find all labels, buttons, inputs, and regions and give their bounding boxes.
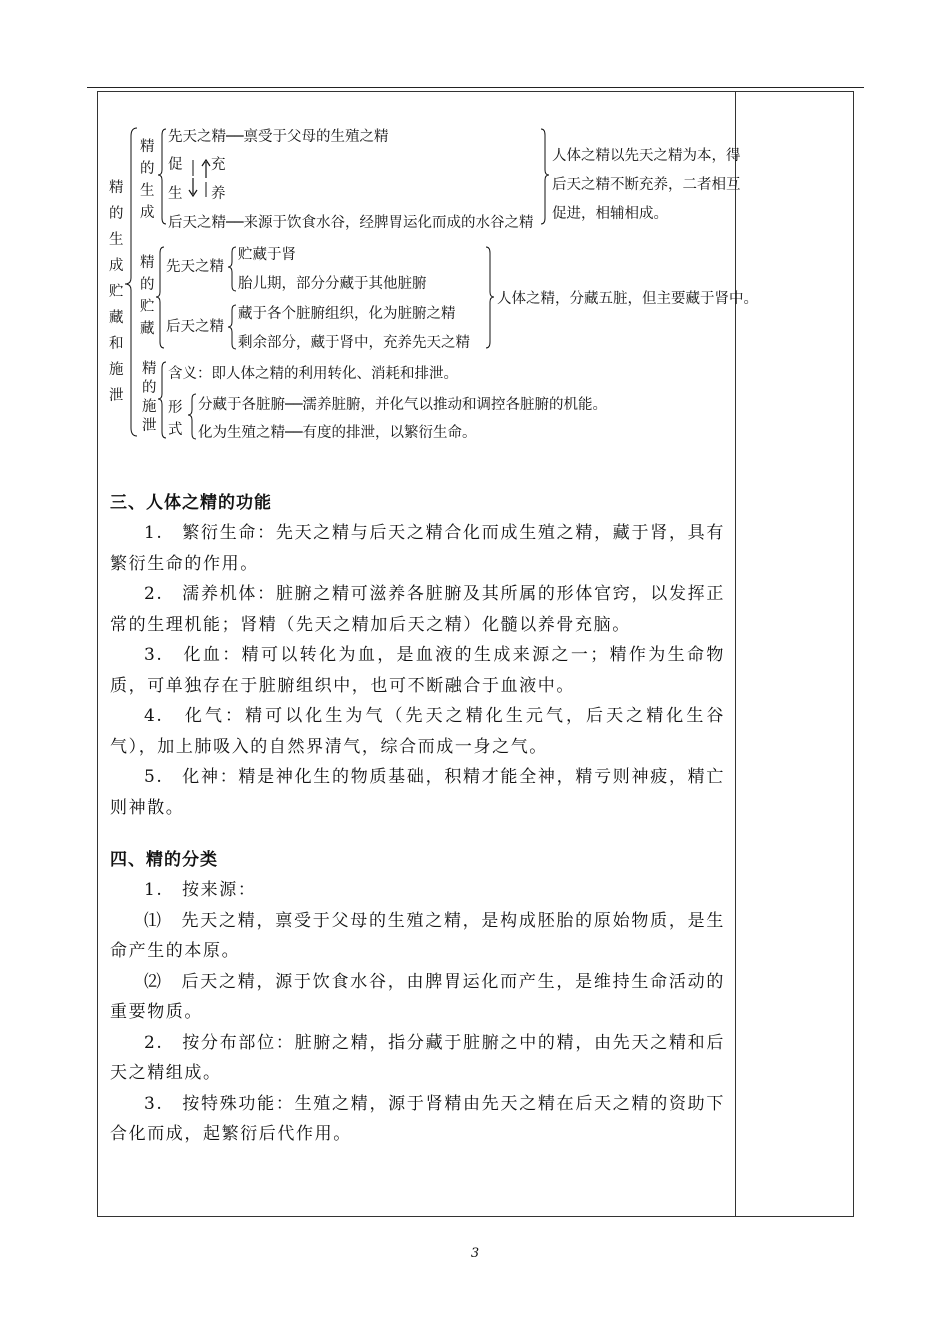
section3-para-4: 4. 化气：精可以化生为气（先天之精化生元气，后天之精化生谷气），加上肺吸入的自然界清气，综合而成一身之气。: [110, 706, 725, 757]
discharge-meaning: 含义：即人体之精的利用转化、消耗和排泄。: [168, 366, 458, 382]
storage-brace: [156, 247, 164, 348]
storage-xiantian-item-2: 胎儿期，部分分藏于其他脏腑: [238, 276, 427, 292]
discharge-form-label: 形式: [168, 400, 183, 438]
storage-xiantian-item-1: 贮藏于肾: [238, 247, 296, 263]
section4-para-5: 3. 按特殊功能：生殖之精，源于肾精由先天之精在后天之精的资助下合化而成，起繁衍后代作用。: [110, 1093, 725, 1144]
section4-heading: 四、精的分类: [110, 850, 218, 870]
storage-note: 人体之精，分藏五脏，但主要藏于肾中。: [497, 291, 758, 307]
generation-chong: 充: [211, 157, 226, 173]
section-gap: [110, 823, 725, 845]
generation-note-line-2: 后天之精不断充养，二者相互: [552, 177, 741, 193]
generation-xiantian: 先天之精──禀受于父母的生殖之精: [168, 129, 389, 145]
section3-para-5: 5. 化神：精是神化生的物质基础，积精才能全神，精亏则神疲，精亡则神散。: [110, 767, 725, 818]
section4-para-2: ⑴ 先天之精，禀受于父母的生殖之精，是构成胚胎的原始物质，是生命产生的本原。: [110, 910, 725, 961]
storage-note-brace: [486, 247, 494, 348]
storage-xiantian-brace: [228, 247, 236, 291]
arrow-up-icon: [202, 160, 210, 178]
generation-note-line-1: 人体之精以先天之精为本，得: [552, 148, 741, 164]
discharge-label: 精的施泄: [142, 361, 157, 434]
generation-yang: 养: [211, 186, 226, 202]
storage-houtian-item-1: 藏于各个脏腑组织，化为脏腑之精: [238, 306, 456, 322]
discharge-form-item-1: 分藏于各脏腑──濡养脏腑，并化气以推动和调控各脏腑的机能。: [198, 397, 607, 413]
body-text: [110, 488, 725, 1150]
section3-para-1: 1. 繁衍生命：先天之精与后天之精合化而成生殖之精，藏于肾，具有繁衍生命的作用。: [110, 523, 725, 574]
discharge-form-item-2: 化为生殖之精──有度的排泄，以繁衍生命。: [198, 425, 477, 441]
section3-para-2: 2. 濡养机体：脏腑之精可滋养各脏腑及其所属的形体官窍，以发挥正常的生理机能；肾精（先天之精加后天之精）化髓以养骨充脑。: [110, 584, 725, 635]
generation-note-line-3: 促进，相辅相成。: [552, 206, 668, 222]
generation-label: 精的生成: [140, 139, 155, 221]
page-number: 3: [470, 1246, 480, 1261]
arrow-down-icon: [189, 178, 197, 196]
section3-para-3: 3. 化血：精可以转化为血，是血液的生成来源之一；精作为生命物质，可单独存在于脏腑组织中，也可不断融合于血液中。: [110, 645, 725, 696]
storage-houtian-item-2: 剩余部分，藏于肾中，充养先天之精: [238, 335, 470, 351]
generation-brace: [158, 129, 166, 224]
section3-heading: 三、人体之精的功能: [110, 493, 272, 513]
section4-para-3: ⑵ 后天之精，源于饮食水谷，由脾胃运化而产生，是维持生命活动的重要物质。: [110, 971, 725, 1022]
storage-xiantian-label: 先天之精: [166, 259, 224, 275]
generation-note-brace: [541, 129, 549, 224]
section4-para-4: 2. 按分布部位：脏腑之精，指分藏于脏腑之中的精，由先天之精和后天之精组成。: [110, 1032, 725, 1083]
main-brace: [125, 128, 137, 436]
storage-houtian-brace: [228, 305, 236, 349]
generation-houtian: 后天之精──来源于饮食水谷，经脾胃运化而成的水谷之精: [168, 215, 534, 231]
section4-para-1: 1. 按来源：: [144, 880, 257, 900]
generation-sheng: 生: [168, 186, 183, 202]
generation-cu: 促: [168, 157, 183, 173]
essence-diagram: [0, 0, 950, 460]
discharge-form-brace: [188, 394, 196, 439]
discharge-brace: [158, 362, 166, 438]
main-label: 精的生成贮藏和施泄: [109, 180, 124, 404]
storage-label: 精的贮藏: [140, 255, 155, 337]
storage-houtian-label: 后天之精: [166, 319, 224, 335]
